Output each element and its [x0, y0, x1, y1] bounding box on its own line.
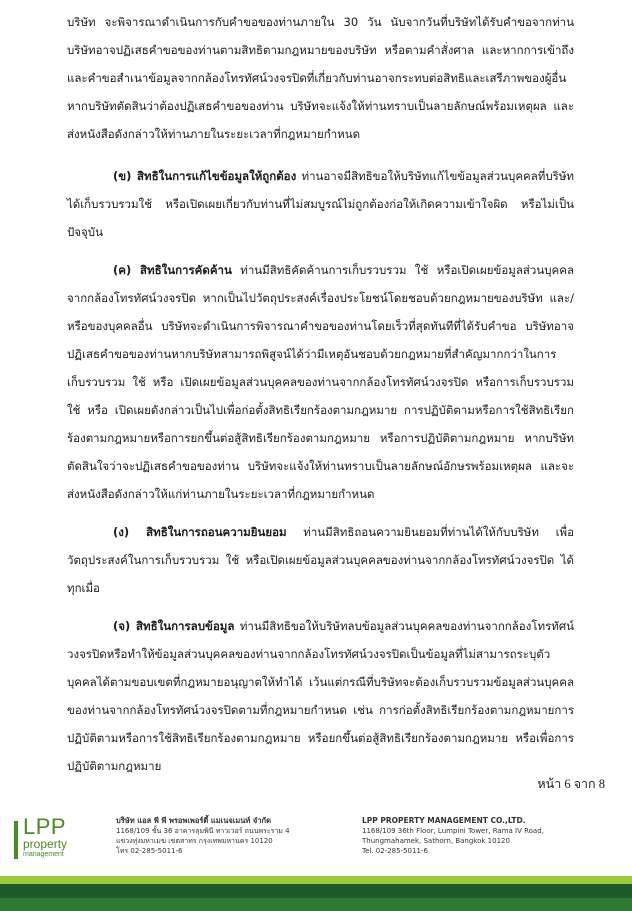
english-address [362, 816, 622, 856]
document-body [67, 8, 574, 780]
english-phone: Tel. 02-285-5011-6 [362, 847, 428, 855]
thai-address-line2: แขวงทุ่งมหาเมฆ เขตสาทร กรุงเทพมหานคร 10120 [116, 837, 273, 845]
english-company-name: LPP PROPERTY MANAGEMENT CO.,LTD. [362, 816, 526, 825]
paragraph-withdraw-consent-right [67, 518, 574, 602]
withdraw-consent-heading: (ง) สิทธิในการถอนความยินยอม [113, 525, 287, 539]
erasure-body: ท่านมีสิทธิขอให้บริษัทลบข้อมูลส่วนบุคคลของท่านจากกล้องโทรทัศน์วงจรปิดหรือทำให้ข้อมูลส่วนบุคคลของท่านจากกล้องโทรทัศน์วงจรปิดเป็นข้อมูลที่ไม่สามารถระบุตัวบุคคลได้ตามขอบเขตที่กฎหมายอนุญาตให้ทำได้ เว้นแต่กรณีที่บริษัทจะต้องเก็บรวบรวมข้อมูลส่วนบุคคลของท่านจากกล้องโทรทัศน์วงจรปิดตามที่กฎหมายกำหนด เช่น การก่อตั้งสิทธิเรียกร้องตามกฎหมายการปฏิบัติตามหรือการใช้สิทธิเรียกร้องตามกฎหมาย หรือยกขึ้นต่อสู้สิทธิเรียกร้องตามกฎหมาย หรือเพื่อการปฏิบัติตามกฎหมาย [67, 619, 574, 773]
footer-stripe-dark [0, 884, 632, 898]
company-logo [23, 816, 67, 859]
thai-address-line1: 1168/109 ชั้น 36 อาคารลุมพินี ทาวเวอร์ ถนนพระราม 4 [116, 827, 290, 835]
paragraph-rectification-right [67, 162, 574, 246]
english-address-line2: Thungmahamek, Sathorn, Bangkok 10120 [362, 837, 510, 845]
objection-body: ท่านมีสิทธิคัดค้านการเก็บรวบรวม ใช้ หรือเปิดเผยข้อมูลส่วนบุคคลจากกล้องโทรทัศน์วงจรปิด หากเป็นไปวัตถุประสงค์เรื่องประโยชน์โดยชอบด้วยกฎหมายของบริษัท และ/หรือของบุคคลอื่น บริษัทจะดำเนินการพิจารณาคำขอของท่านโดยเร็วที่สุดทันทีที่ได้รับคำขอ บริษัทอาจปฏิเสธคำขอของท่านหากบริษัทสามารถพิสูจน์ได้ว่ามีเหตุอันชอบด้วยกฎหมายที่สำคัญมากกว่าในการเก็บรวบรวม ใช้ หรือ เปิดเผยข้อมูลส่วนบุคคลของท่านจากกล้องโทรทัศน์วงจรปิด หรือการเก็บรวบรวม ใช้ หรือ เปิดเผยดังกล่าวเป็นไปเพื่อก่อตั้งสิทธิเรียกร้องตามกฎหมาย การปฏิบัติตามหรือการใช้สิทธิเรียกร้องตามกฎหมายหรือการยกขึ้นต่อสู้สิทธิเรียกร้องตามกฎหมาย หรือการปฏิบัติตามกฎหมาย หากบริษัทตัดสินใจว่าจะปฏิเสธคำขอของท่าน บริษัทจะแจ้งให้ท่านทราบเป็นลายลักษณ์อักษรพร้อมเหตุผล และจะส่งหนังสือดังกล่าวให้แก่ท่านภายในระยะเวลาที่กฎหมายกำหนด [67, 263, 574, 501]
thai-address [116, 816, 341, 856]
logo-lpp-text: LPP [23, 814, 67, 839]
rectification-body: ท่านอาจมีสิทธิขอให้บริษัทแก้ไขข้อมูลส่วนบุคคลที่บริษัท ได้เก็บรวบรวมใช้ หรือเปิดเผยเกี่ยวกับท่านที่ไม่สมบูรณ์ไม่ถูกต้องก่อให้เกิดความเข้าใจผิด หรือไม่เป็นปัจจุบัน [67, 169, 574, 239]
footer-stripe-mid [0, 898, 632, 911]
english-address-line1: 1168/109 36th Floor, Lumpini Tower, Rama IV Road, [362, 827, 544, 835]
thai-company-name: บริษัท แอล พี พี พรอพเพอร์ตี้ แมเนจเมนท์ จำกัด [116, 816, 271, 825]
logo-bar [14, 821, 18, 859]
logo-management-text: management [23, 851, 64, 858]
page-number: หน้า 6 จาก 8 [537, 777, 605, 791]
paragraph-objection-right [67, 256, 574, 508]
footer-stripe-light [0, 876, 632, 884]
rectification-heading: (ข) สิทธิในการแก้ไขข้อมูลให้ถูกต้อง [113, 169, 297, 183]
paragraph-access-right-continued: บริษัท จะพิจารณาดำเนินการกับคำขอของท่านภายใน 30 วัน นับจากวันที่บริษัทได้รับคำขอจากท่าน บริษัทอาจปฏิเสธคำขอของท่านตามสิทธิตามกฎหมายของบริษัท หรือตามคำสั่งศาล และหากการเข้าถึงและคำขอสำเนาข้อมูลจากกล้องโทรทัศน์วงจรปิดที่เกี่ยวกับท่านอาจกระทบต่อสิทธิและเสรีภาพของผู้อื่น หากบริษัทตัดสินว่าต้องปฏิเสธคำขอของท่าน บริษัทจะแจ้งให้ท่านทราบเป็นลายลักษณ์พร้อมเหตุผล และส่งหนังสือดังกล่าวให้ท่านภายในระยะเวลาที่กฎหมายกำหนด [67, 15, 574, 141]
paragraph-erasure-right [67, 612, 574, 780]
footer-stripes [0, 876, 632, 911]
logo-property-text: property [23, 837, 68, 851]
objection-heading: (ค) สิทธิในการคัดค้าน [113, 263, 232, 277]
erasure-heading: (จ) สิทธิในการลบข้อมูล [113, 619, 235, 633]
thai-phone: โทร 02-285-5011-6 [116, 847, 183, 855]
withdraw-consent-body: ท่านมีสิทธิถอนความยินยอมที่ท่านได้ให้กับบริษัท เพื่อวัตถุประสงค์ในการเก็บรวบรวม ใช้ หรือเปิดเผยข้อมูลส่วนบุคคลของท่านจากกล้องโทรทัศน์วงจรปิด ได้ทุกเมื่อ [67, 525, 574, 595]
page-footer [0, 816, 632, 911]
